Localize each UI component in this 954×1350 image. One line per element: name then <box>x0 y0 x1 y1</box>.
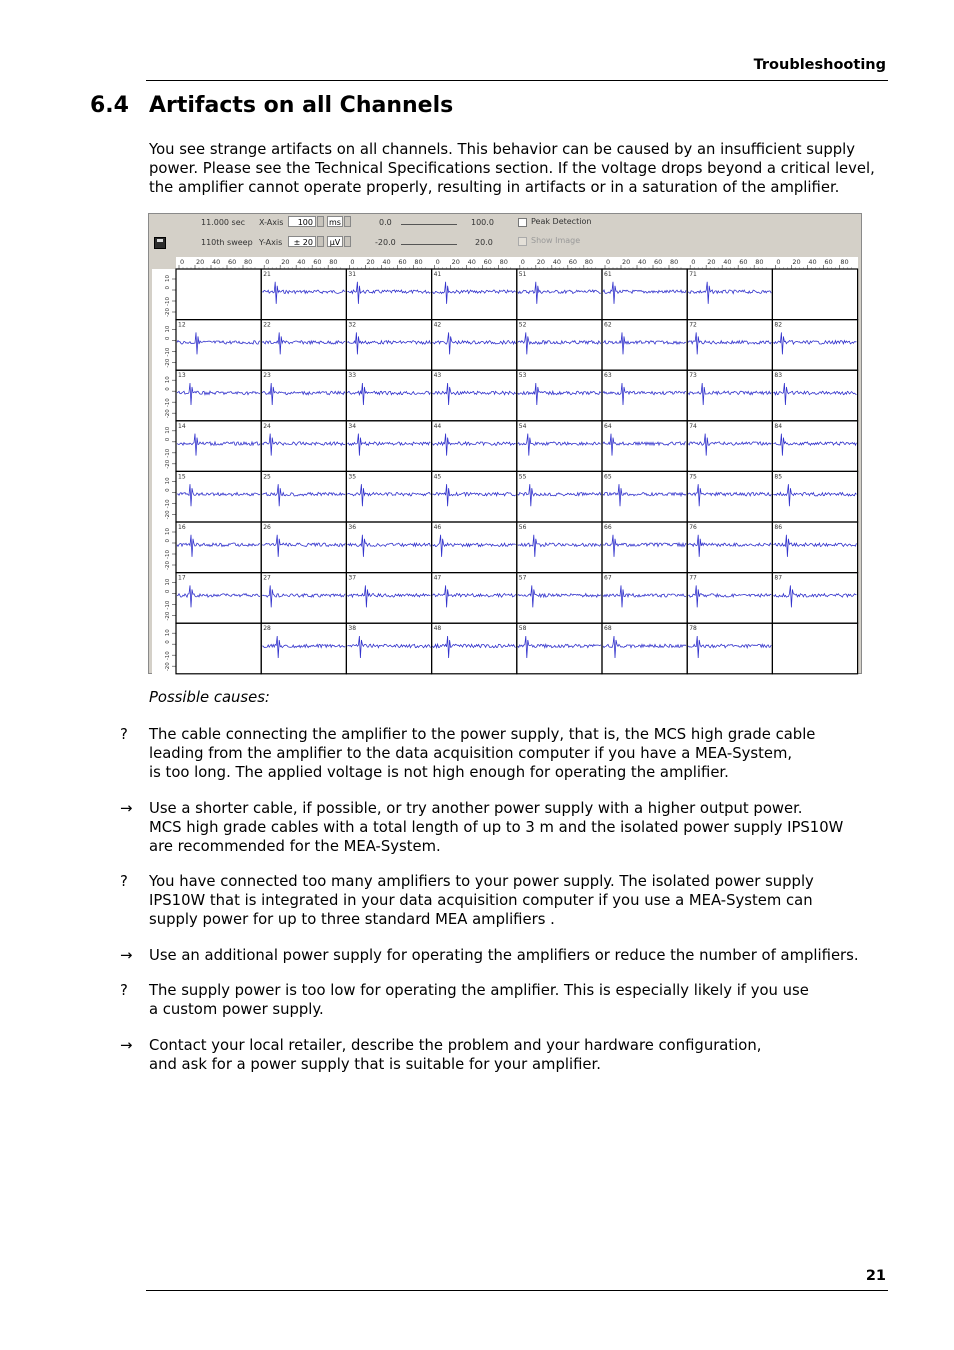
channel-label: 74 <box>689 422 697 430</box>
channel-label: 23 <box>263 372 271 380</box>
x-tick-label: 0 <box>776 258 781 266</box>
channel-label: 48 <box>433 625 442 633</box>
channel-label: 17 <box>178 574 186 582</box>
x-tick-label: 60 <box>654 258 663 266</box>
list-marker: ? <box>120 982 128 999</box>
list-item-line: The supply power is too low for operating the amplifier. This is especially likely if you use <box>149 982 809 999</box>
channel-label: 22 <box>263 321 271 329</box>
channel-label: 78 <box>689 625 697 633</box>
list-marker: → <box>120 1037 133 1054</box>
x-tick-label: 40 <box>723 258 732 266</box>
sweep-readout: 110th sweep <box>201 238 253 247</box>
channel-label: 63 <box>604 372 612 380</box>
channel-label: 37 <box>348 574 357 582</box>
channel-label: 25 <box>263 473 271 481</box>
channel-label: 86 <box>774 524 783 531</box>
y-tick-label: -20 <box>165 358 171 368</box>
channel-label: 61 <box>604 271 612 278</box>
y-tick-label: 0 <box>165 640 171 644</box>
channel-label: 72 <box>689 321 697 329</box>
channel-label: 31 <box>348 271 357 278</box>
channel-label: 85 <box>774 473 783 481</box>
channel-label: 58 <box>518 625 527 633</box>
channel-label: 55 <box>518 473 527 481</box>
x-tick-label: 80 <box>584 258 594 266</box>
channel-label: 47 <box>433 574 442 582</box>
y-max-value: 20.0 <box>475 238 493 247</box>
channel-label: 66 <box>604 524 612 531</box>
channel-label: 27 <box>263 574 271 582</box>
list-item-line: are recommended for the MEA-System. <box>149 838 441 855</box>
channel-label: 83 <box>774 372 783 380</box>
figure-caption: Possible causes: <box>149 689 270 706</box>
yaxis-label: Y-Axis <box>259 238 283 247</box>
channel-label: 53 <box>518 372 527 380</box>
channel-label: 12 <box>178 321 186 329</box>
channel-label: 76 <box>689 524 697 531</box>
x-tick-label: 0 <box>691 258 696 266</box>
x-tick-label: 0 <box>265 258 270 266</box>
channel-label: 24 <box>263 422 271 430</box>
y-tick-label: 10 <box>165 477 171 485</box>
x-tick-label: 60 <box>313 258 322 266</box>
channel-label: 52 <box>518 321 527 329</box>
yaxis-unit-dropdown[interactable] <box>344 236 351 247</box>
channel-label: 62 <box>604 321 612 329</box>
list-item-line: You have connected too many amplifiers to your power supply. The isolated power supply <box>149 873 814 890</box>
y-tick-label: -10 <box>165 550 171 559</box>
list-marker: → <box>120 947 133 964</box>
xaxis-unit-dropdown[interactable] <box>344 216 351 227</box>
x-tick-label: 0 <box>606 258 611 266</box>
time-readout: 11.000 sec <box>201 218 246 227</box>
list-item-line: Contact your local retailer, describe the problem and your hardware configuration, <box>149 1037 762 1054</box>
peak-detection-checkbox[interactable] <box>518 218 527 227</box>
y-tick-label: 0 <box>165 539 171 543</box>
channel-label: 42 <box>433 321 442 329</box>
y-tick-label: 10 <box>165 376 171 384</box>
peak-detection-label: Peak Detection <box>531 217 592 226</box>
x-tick-label: 80 <box>840 258 849 266</box>
y-tick-label: -10 <box>165 297 171 306</box>
y-tick-label: -10 <box>165 398 171 408</box>
y-tick-label: 10 <box>165 275 171 282</box>
y-tick-label: 10 <box>165 528 171 535</box>
x-tick-label: 60 <box>739 258 748 266</box>
y-tick-label: -10 <box>165 347 171 357</box>
y-tick-label: -20 <box>165 459 171 469</box>
y-tick-label: -10 <box>165 499 171 509</box>
show-image-label: Show Image <box>531 236 581 245</box>
x-tick-label: 20 <box>707 258 716 266</box>
x-tick-label: 40 <box>212 258 221 266</box>
channel-label: 38 <box>348 625 357 633</box>
x-tick-label: 60 <box>228 258 237 266</box>
list-item-line: Use an additional power supply for operating the amplifiers or reduce the number of amplifiers. <box>149 947 859 964</box>
x-tick-label: 0 <box>350 258 355 266</box>
running-header: Troubleshooting <box>753 57 886 73</box>
footer-rule <box>146 1290 888 1291</box>
x-tick-label: 80 <box>755 258 764 266</box>
channel-label: 64 <box>604 422 612 430</box>
x-tick-label: 20 <box>536 258 546 266</box>
xaxis-spin-button[interactable] <box>317 216 324 227</box>
y-tick-label: 0 <box>165 589 171 594</box>
channel-label: 21 <box>263 271 271 278</box>
x-tick-label: 40 <box>638 258 647 266</box>
list-item-line: IPS10W that is integrated in your data acquisition computer if you use a MEA-System can <box>149 892 813 909</box>
y-tick-label: 10 <box>165 578 171 586</box>
y-tick-label: 10 <box>165 629 171 637</box>
y-tick-label: 10 <box>165 325 171 333</box>
mea-screenshot-figure <box>148 213 862 674</box>
y-tick-label: -10 <box>165 600 171 610</box>
y-tick-label: -10 <box>165 448 171 458</box>
x-tick-label: 20 <box>366 258 375 266</box>
x-tick-label: 80 <box>414 258 423 266</box>
y-tick-label: -20 <box>165 662 171 672</box>
list-item-line: leading from the amplifier to the data acquisition computer if you have a MEA-System, <box>149 745 793 762</box>
y-tick-label: -20 <box>165 510 171 520</box>
x-tick-label: 80 <box>329 258 338 266</box>
xaxis-label: X-Axis <box>259 218 284 227</box>
y-min-value: -20.0 <box>375 238 396 247</box>
list-marker: → <box>120 800 133 817</box>
x-tick-label: 60 <box>824 258 833 266</box>
header-rule <box>146 80 888 81</box>
page-number: 21 <box>865 1268 886 1284</box>
yaxis-unit-select[interactable]: µV <box>327 236 343 247</box>
channel-label: 56 <box>518 524 527 531</box>
channel-label: 65 <box>604 473 612 481</box>
list-marker: ? <box>120 873 128 890</box>
intro-paragraph: You see strange artifacts on all channels. This behavior can be caused by an insufficient supply power. Please see the Technical Specifications section. If the voltage drops beyond a critical level, the amplifier cannot operate properly, resulting in artifacts or in a saturation of the amplifier. <box>149 141 875 196</box>
channel-label: 14 <box>178 422 186 430</box>
channel-label: 32 <box>348 321 357 329</box>
channel-label: 28 <box>263 625 271 633</box>
channel-grid <box>149 214 863 675</box>
list-item-line: The cable connecting the amplifier to the power supply, that is, the MCS high grade cable <box>149 726 816 743</box>
x-tick-label: 80 <box>670 258 679 266</box>
channel-label: 43 <box>433 372 442 380</box>
y-tick-label: 0 <box>165 437 171 442</box>
y-tick-label: 10 <box>165 426 171 434</box>
y-tick-label: 0 <box>165 387 171 391</box>
channel-label: 84 <box>774 422 783 430</box>
channel-label: 68 <box>604 625 612 633</box>
y-tick-label: 0 <box>165 336 171 341</box>
channel-label: 77 <box>689 574 697 582</box>
list-item-line: and ask for a power supply that is suitable for your amplifier. <box>149 1056 601 1073</box>
x-tick-label: 20 <box>196 258 205 266</box>
channel-label: 71 <box>689 271 697 278</box>
x-tick-label: 20 <box>622 258 631 266</box>
yaxis-value-field[interactable]: ± 20 <box>288 236 316 247</box>
x-tick-label: 80 <box>499 258 508 266</box>
x-tick-label: 0 <box>180 258 185 266</box>
x-tick-label: 0 <box>435 258 440 266</box>
channel-label: 54 <box>518 422 527 430</box>
channel-label: 75 <box>689 473 697 481</box>
x-tick-label: 40 <box>467 258 476 266</box>
section-number: 6.4 <box>90 93 129 118</box>
channel-label: 35 <box>348 473 357 481</box>
x-tick-label: 60 <box>398 258 407 266</box>
x-tick-label: 60 <box>568 258 578 266</box>
save-icon[interactable] <box>154 237 166 249</box>
y-range-slider[interactable] <box>401 244 457 245</box>
x-min-value: 0.0 <box>379 218 392 227</box>
channel-label: 57 <box>518 574 527 582</box>
channel-label: 36 <box>348 524 357 531</box>
channel-label: 15 <box>178 473 186 481</box>
channel-label: 82 <box>774 321 783 329</box>
channel-label: 45 <box>433 473 442 481</box>
x-tick-label: 0 <box>520 258 525 266</box>
xaxis-unit-select[interactable]: ms <box>327 216 343 227</box>
channel-label: 44 <box>433 422 442 430</box>
x-range-slider[interactable] <box>401 224 457 225</box>
y-tick-label: 0 <box>165 488 171 492</box>
y-tick-label: 0 <box>165 286 171 290</box>
channel-label: 16 <box>178 524 186 531</box>
x-tick-label: 40 <box>382 258 391 266</box>
channel-label: 73 <box>689 372 697 380</box>
x-tick-label: 40 <box>552 258 562 266</box>
yaxis-spin-button[interactable] <box>317 236 324 247</box>
x-tick-label: 40 <box>808 258 817 266</box>
y-tick-label: -20 <box>165 409 171 419</box>
x-tick-label: 80 <box>244 258 253 266</box>
channel-label: 51 <box>518 271 527 278</box>
channel-label: 41 <box>433 271 442 278</box>
list-marker: ? <box>120 726 128 743</box>
section-title: Artifacts on all Channels <box>149 93 454 118</box>
y-tick-label: -20 <box>165 561 171 570</box>
x-tick-label: 20 <box>792 258 801 266</box>
x-tick-label: 40 <box>297 258 306 266</box>
x-tick-label: 20 <box>281 258 290 266</box>
y-tick-label: -20 <box>165 611 171 621</box>
channel-label: 34 <box>348 422 357 430</box>
list-item-line: is too long. The applied voltage is not high enough for operating the amplifier. <box>149 764 729 781</box>
list-item-line: supply power for up to three standard MEA amplifiers . <box>149 911 555 928</box>
xaxis-value-field[interactable]: 100 <box>288 216 316 227</box>
list-item-line: Use a shorter cable, if possible, or try another power supply with a higher output power. <box>149 800 803 817</box>
show-image-checkbox[interactable] <box>518 237 527 246</box>
x-tick-label: 60 <box>483 258 492 266</box>
x-tick-label: 20 <box>451 258 460 266</box>
channel-label: 33 <box>348 372 357 380</box>
x-max-value: 100.0 <box>471 218 494 227</box>
list-item-line: MCS high grade cables with a total length of up to 3 m and the isolated power supply IPS10W <box>149 819 844 836</box>
channel-label: 87 <box>774 574 783 582</box>
y-tick-label: -10 <box>165 651 171 661</box>
y-tick-label: -20 <box>165 308 171 317</box>
channel-label: 46 <box>433 524 442 531</box>
list-item-line: a custom power supply. <box>149 1001 324 1018</box>
channel-label: 26 <box>263 524 271 531</box>
channel-label: 13 <box>178 372 186 380</box>
channel-label: 67 <box>604 574 612 582</box>
